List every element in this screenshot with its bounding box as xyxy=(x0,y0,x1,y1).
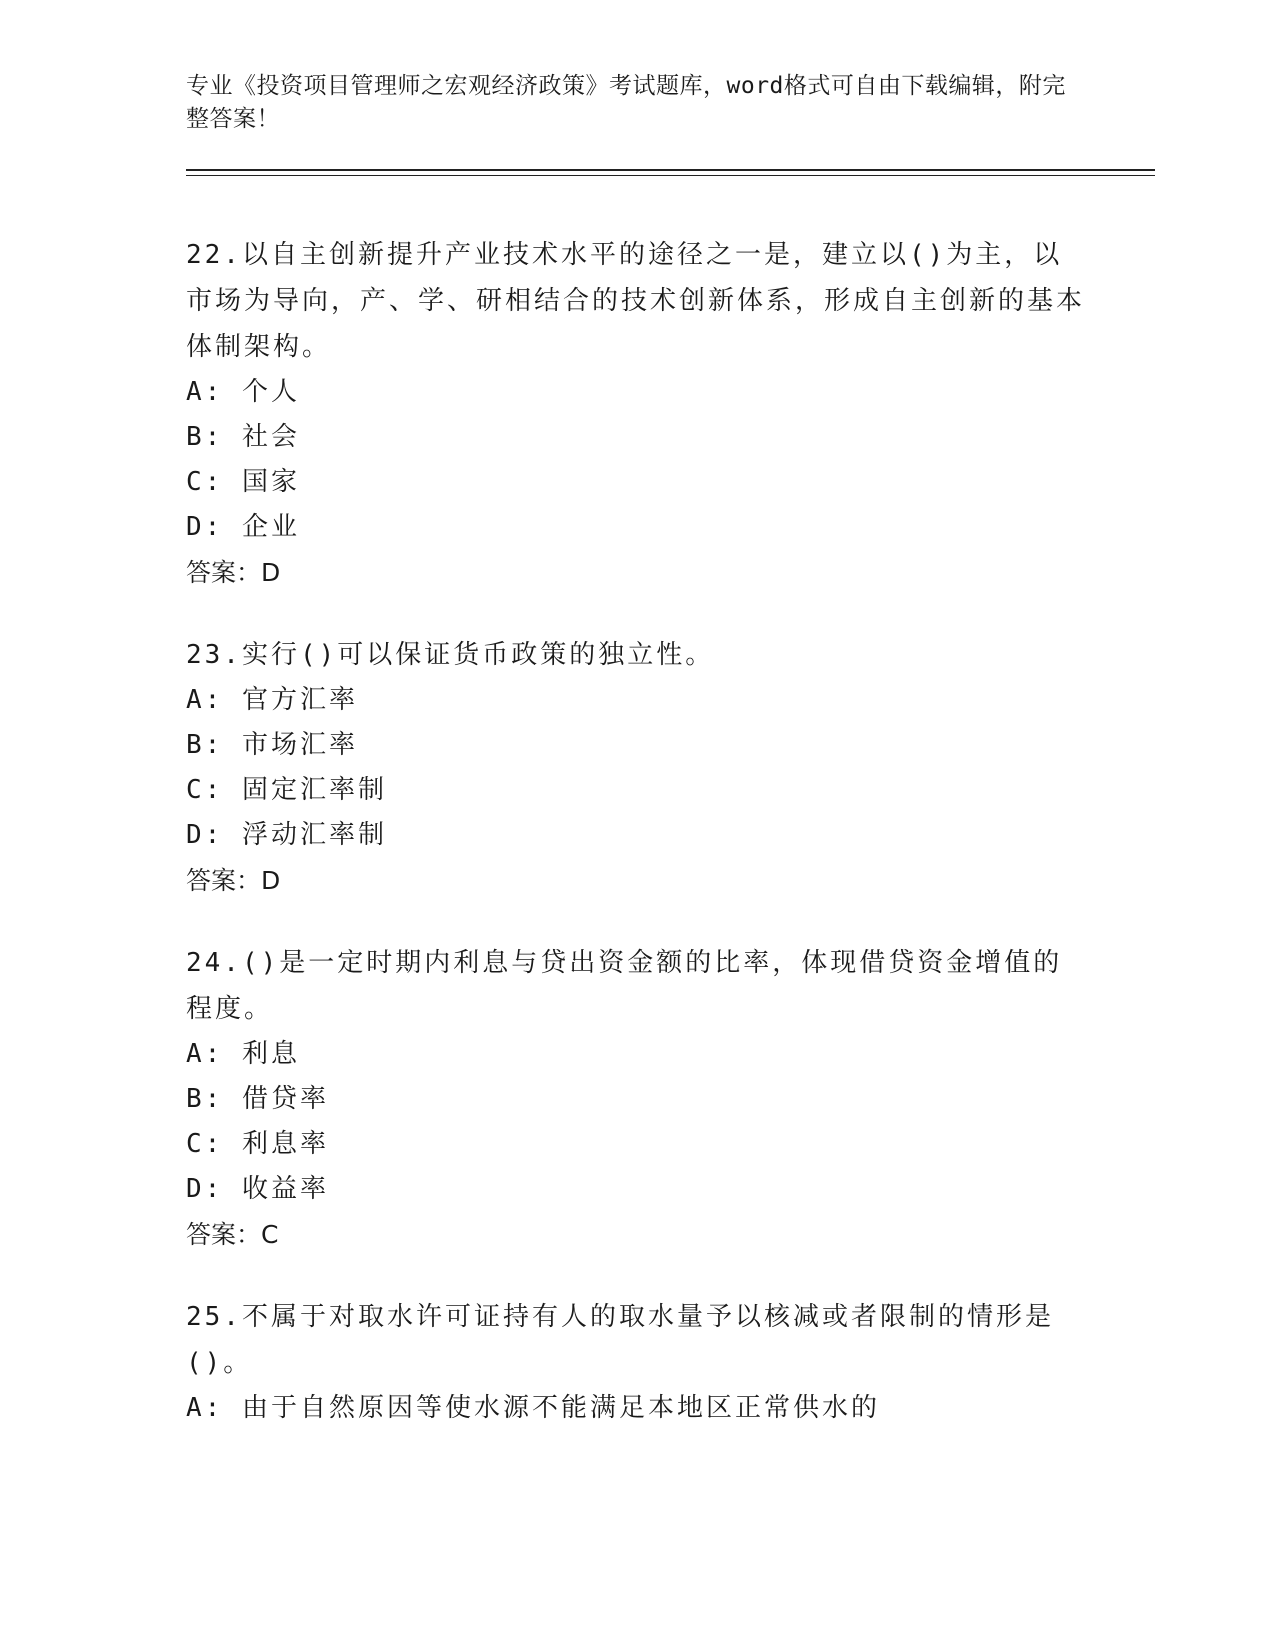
option-d: D: 企业 xyxy=(186,512,300,542)
answer: 答案：D xyxy=(186,866,281,895)
option-d: D: 浮动汇率制 xyxy=(186,820,387,850)
option-a: A: 个人 xyxy=(186,377,300,407)
rule-line-thin xyxy=(186,175,1155,176)
question-stem: 22.以自主创新提升产业技术水平的途径之一是，建立以()为主，以市场为导向，产、学、研相结合的技术创新体系，形成自主创新的基本体制架构。 xyxy=(186,240,1086,362)
option-c: C: 固定汇率制 xyxy=(186,775,387,805)
question-stem: 23.实行()可以保证货币政策的独立性。 xyxy=(186,640,715,670)
rule-line-thick xyxy=(186,169,1155,171)
question-24 xyxy=(186,940,1146,1258)
answer: 答案：C xyxy=(186,1220,279,1249)
option-b: B: 社会 xyxy=(186,422,300,452)
option-c: C: 国家 xyxy=(186,467,300,497)
document-page xyxy=(186,70,1146,1431)
option-b: B: 借贷率 xyxy=(186,1084,329,1114)
option-c: C: 利息率 xyxy=(186,1129,329,1159)
question-23 xyxy=(186,632,1146,904)
question-22 xyxy=(186,232,1146,596)
question-stem: 25.不属于对取水许可证持有人的取水量予以核减或者限制的情形是()。 xyxy=(186,1302,1054,1378)
option-a: A: 官方汇率 xyxy=(186,685,358,715)
option-b: B: 市场汇率 xyxy=(186,730,358,760)
option-a: A: 利息 xyxy=(186,1039,300,1069)
question-25 xyxy=(186,1294,1146,1431)
option-d: D: 收益率 xyxy=(186,1174,329,1204)
answer: 答案：D xyxy=(186,558,281,587)
header-note: 专业《投资项目管理师之宏观经济政策》考试题库，word格式可自由下载编辑，附完整答案！ xyxy=(186,73,1066,132)
option-a: A: 由于自然原因等使水源不能满足本地区正常供水的 xyxy=(186,1393,880,1423)
question-stem: 24.()是一定时期内利息与贷出资金额的比率，体现借贷资金增值的程度。 xyxy=(186,948,1063,1024)
header-double-rule xyxy=(186,169,1155,176)
